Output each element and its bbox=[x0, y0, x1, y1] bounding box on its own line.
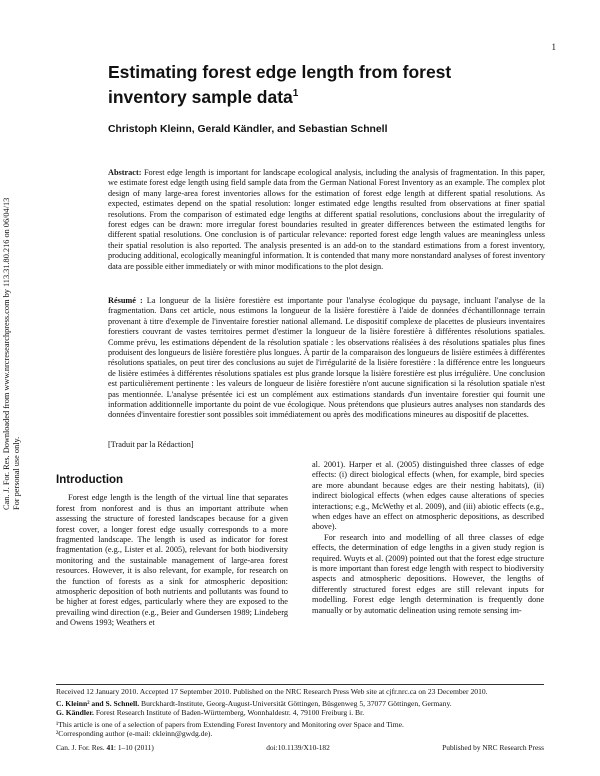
journal-pages: : 1–10 (2011) bbox=[113, 743, 154, 752]
title-footnote-marker: 1 bbox=[292, 88, 299, 99]
resume-text: La longueur de la lisière forestière est importante pour l'analyse écologique du paysage, incluant l'analyse de la fragmentation. Dans cet article, nous estimons la longueur de la lisière forestière à l'aide de données d'échantillonnage terrain provenant à titre d'exemple de l'inventaire forestier national allemand. Le dispositif complexe de placettes de plusieurs inventaires forestiers couvrant de vastes territoires permet d'estimer la longueur de la lisière forestière à différentes résolutions spatiales. Comme prévu, les estimations dépendent de la résolution spatiale : les observations réalisées à des résolutions spatiales plus fines produisent des longueurs de lisière forestière plus longues. À partir de la comparaison des longueurs de lisière estimées à différentes résolutions spatiales, on peut tirer des conclusions au sujet de l'irrégularité de la lisière forestière : la différence entre les longueurs de lisière estimées à différentes résolutions spatiales est plus grande lorsque la lisière forestière est plus irrégulière. Une conclusion est particulièrement pertinente : les valeurs de longueur de lisière forestière n'ont aucune signification si la résolution spatiale n'est pas mentionnée. L'analyse présentée ici est un complément aux estimations standards d'un inventaire forestier qui fournit une information additionnelle importante du point de vue écologique. Nous prétendons que plusieurs autres analyses non standards des données d'inventaire forestier sont possibles soit immédiatement ou après des modifications mineures au dispositif de placettes. bbox=[108, 296, 546, 420]
title-block bbox=[108, 62, 528, 108]
journal-name: Can. J. For. Res. bbox=[56, 743, 105, 752]
translation-note: [Traduit par la Rédaction] bbox=[108, 440, 194, 449]
affiliation-2 bbox=[56, 708, 546, 718]
page-number: 1 bbox=[551, 42, 556, 52]
publisher-line: Published by NRC Research Press bbox=[442, 743, 544, 752]
footnote-divider bbox=[56, 684, 544, 685]
side-note-line-2: For personal use only. bbox=[12, 436, 21, 510]
abstract-french bbox=[108, 296, 545, 421]
body-column-right bbox=[312, 460, 544, 616]
footnotes bbox=[56, 687, 546, 739]
affiliation-2-text: Forest Research Institute of Baden-Württemberg, Wonnhaldestr. 4, 79100 Freiburg i. Br. bbox=[95, 708, 365, 718]
section-heading-introduction: Introduction bbox=[56, 474, 124, 486]
body-column-left bbox=[56, 475, 288, 629]
author-list: Christoph Kleinn, Gerald Kändler, and Sebastian Schnell bbox=[108, 124, 388, 135]
received-dates: Received 12 January 2010. Accepted 17 September 2010. Published on the NRC Research Press Web site at cjfr.nrc.ca on 23 December 2010. bbox=[56, 687, 488, 696]
footnote-1: ¹This article is one of a selection of papers from Extending Forest Inventory and Monitoring over Space and Time. bbox=[56, 719, 404, 729]
abstract-text: Forest edge length is important for landscape ecological analysis, including the analysis of fragmentation. In this paper, we estimate forest edge length using field sample data from the German National Forest Inventory as an example. The complex plot design of many large-area forest inventories allows for the estimation of forest edge length at different spatial resolutions. As expected, estimates depend on the spatial resolution: longer estimated edge lengths resulted from observations at finer spatial resolutions. From the comparison of estimated edge lengths at different spatial resolutions, conclusions about the irregularity of forest edges can be drawn: more irregular forest boundaries resulted in greater differences between the estimated lengths for different spatial resolutions. One conclusion is of particular relevance: reported forest edge length values are meaningless unless their spatial resolution is also reported. The analysis presented is an add-on to the standard estimations from a forest inventory, producing additional, ecologically meaningful information. It is contended that many more nonstandard analyses of forest inventory data are possible either immediately or with minor modifications to the plot design. bbox=[108, 168, 545, 271]
side-note-line-1: Can. J. For. Res. Downloaded from www.nrcresearchpress.com by 113.31.80.216 on 06/04/13 bbox=[2, 197, 11, 510]
abstract-label: Abstract: bbox=[108, 168, 142, 177]
intro-paragraph-1: Forest edge length is the length of the virtual line that separates forest from nonforest and is thus an important attribute when assessing the structure of forested landscapes because for a given forest cover, a longer forest edge usually corresponds to a more fragmented landscape. The length is used as indicator for forest fragmentation (e.g., Lister et al. 2005), relevant for both biodiversity monitoring and the sustainable management of large-area forest resources. However, it is also relevant, for example, for research on the function of forests as a sink for atmospheric deposition: atmospheric deposition of both nutrients and pollutants was found to be higher at forest edges, particularly where they are exposed to the prevailing wind direction (e.g., Beier and Gundersen 1989; Lindeberg and Owens 1993; Weathers et bbox=[56, 493, 288, 628]
doi: doi:10.1139/X10-182 bbox=[266, 743, 330, 752]
article-title bbox=[108, 62, 528, 108]
journal-volume: 41 bbox=[106, 743, 114, 752]
intro-paragraph-1-continued: al. 2001). Harper et al. (2005) distinguished three classes of edge effects: (i) direct biological effects (when, for example, bird species are more abundant because edges are their nesting habitats), (ii) indirect biological effects (when edges cause alterations of species interactions; e.g., McWethy et al. 2009), and (iii) abiotic effects (e.g., when edges have an effect on atmospheric depositions, as described above). bbox=[312, 460, 544, 532]
intro-paragraph-2: For research into and modelling of all three classes of edge effects, the determination of edge lengths in a given study region is required. Wuyts et al. (2009) pointed out that the forest edge structure is more important than forest edge length with respect to biodiversity aspects and atmospheric depositions. However, the lengths of differently structured forest edges are still relevant inputs for modelling. Forest edge length determination is frequently done manually or by automatic delineation using remote sensing im- bbox=[312, 532, 544, 615]
affiliation-1-text: Burckhardt-Institute, Georg-August-Universität Göttingen, Büsgenweg 5, 37077 Göttingen, Germany. bbox=[141, 698, 452, 708]
affiliation-1-names: C. Kleinn² and S. Schnell. bbox=[56, 698, 140, 708]
journal-citation bbox=[56, 743, 154, 752]
footnote-2: ²Corresponding author (e-mail: ckleinn@gwdg.de). bbox=[56, 729, 213, 739]
article-title-text: Estimating forest edge length from forest inventory sample data bbox=[108, 62, 452, 107]
affiliation-2-names: G. Kändler. bbox=[56, 708, 94, 718]
affiliation-1 bbox=[56, 699, 546, 709]
download-side-note bbox=[2, 170, 21, 510]
running-footer bbox=[56, 743, 544, 752]
resume-label: Résumé : bbox=[108, 296, 143, 305]
abstract-english bbox=[108, 168, 545, 272]
